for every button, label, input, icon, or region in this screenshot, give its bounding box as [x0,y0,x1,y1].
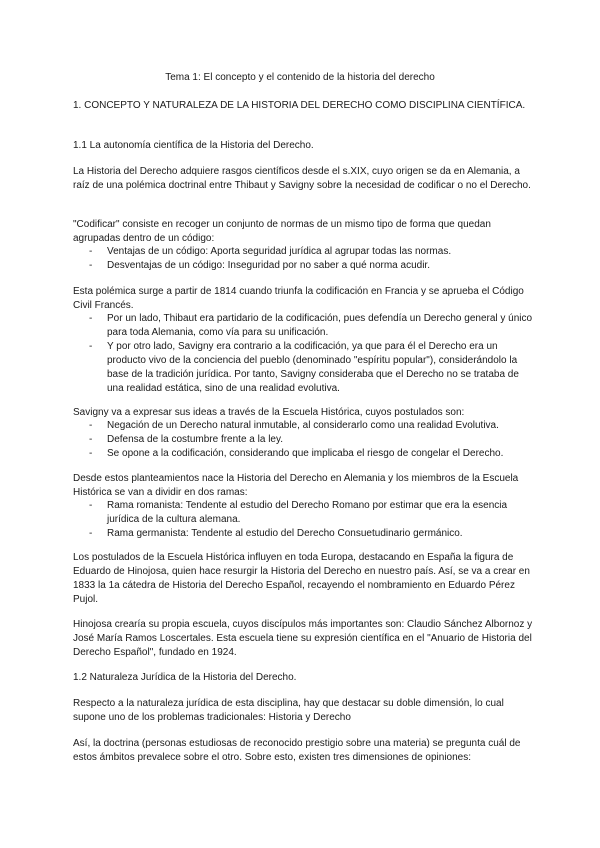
list-item: - Desventajas de un código: Inseguridad por no saber a qué norma acudir. [73,259,533,273]
list-item: - Por un lado, Thibaut era partidario de la codificación, pues defendía un Derecho general y único para toda Alemania, como vía para su unificación. [73,312,533,340]
subsection-heading: 1.1 La autonomía científica de la Historia del Derecho. [73,140,314,151]
list-item: - Se opone a la codificación, considerando que implicaba el riesgo de congelar el Derecho. [73,447,533,461]
list-item: - Ventajas de un código: Aporta seguridad jurídica al agrupar todas las normas. [73,245,533,259]
bullet-list [73,499,533,541]
bullet-list [73,312,533,396]
bullet-list [73,245,533,273]
list-item: - Y por otro lado, Savigny era contrario a la codificación, ya que para él el Derecho era un producto vivo de la conciencia del pueblo (denominado "espíritu popular"), considerándolo la base de la tradición jurídica. Por tanto, Savigny consideraba que el Derecho no se trataba de una realidad estática, sino de una realidad evolutiva. [73,340,533,396]
paragraph: Respecto a la naturaleza jurídica de esta disciplina, hay que destacar su doble dimensión, lo cual supone uno de los problemas tradicionales: Historia y Derecho [73,698,504,723]
paragraph: Así, la doctrina (personas estudiosas de reconocido prestigio sobre una materia) se pregunta cuál de estos ámbitos prevalece sobre el otro. Sobre esto, existen tres dimensiones de opiniones: [73,738,521,763]
list-item: - Rama romanista: Tendente al estudio del Derecho Romano por estimar que era la esencia jurídica de la cultura alemana. [73,499,533,527]
paragraph: Los postulados de la Escuela Histórica influyen en toda Europa, destacando en España la figura de Eduardo de Hinojosa, quien hace resurgir la Historia del Derecho en nuestro país. Así, se va a crear en 1833 la 1a cátedra de Historia del Derecho Español, recayendo el nombramiento en Eduardo Pérez Pujol. [73,552,530,605]
list-item: - Negación de un Derecho natural inmutable, al considerarlo como una realidad Evolutiva. [73,419,533,433]
subsection-heading: 1.2 Naturaleza Jurídica de la Historia del Derecho. [73,672,297,683]
paragraph: La Historia del Derecho adquiere rasgos científicos desde el s.XIX, cuyo origen se da en Alemania, a raíz de una polémica doctrinal entre Thibaut y Savigny sobre la necesidad de codificar o no el Derecho. [73,166,531,191]
document-title: Tema 1: El concepto y el contenido de la historia del derecho [165,72,435,83]
paragraph: Hinojosa crearía su propia escuela, cuyos discípulos más importantes son: Claudio Sánchez Albornoz y José María Ramos Loscertales. Esta escuela tiene su expresión científica en el "Anuario de Historia del Derecho Español", fundado en 1924. [73,619,533,658]
list-item: - Rama germanista: Tendente al estudio del Derecho Consuetudinario germánico. [73,527,533,541]
list-item: - Defensa de la costumbre frente a la ley. [73,433,533,447]
paragraph: Esta polémica surge a partir de 1814 cuando triunfa la codificación en Francia y se aprueba el Código Civil Francés. [73,286,524,311]
bullet-list [73,419,533,461]
paragraph: Desde estos planteamientos nace la Historia del Derecho en Alemania y los miembros de la Escuela Histórica se van a dividir en dos ramas: [73,473,519,498]
section-heading: 1. CONCEPTO Y NATURALEZA DE LA HISTORIA DEL DERECHO COMO DISCIPLINA CIENTÍFICA. [73,100,526,111]
paragraph: Savigny va a expresar sus ideas a través de la Escuela Histórica, cuyos postulados son: [73,407,465,418]
paragraph: "Codificar" consiste en recoger un conjunto de normas de un mismo tipo de forma que quedan agrupadas dentro de un código: [73,219,491,244]
